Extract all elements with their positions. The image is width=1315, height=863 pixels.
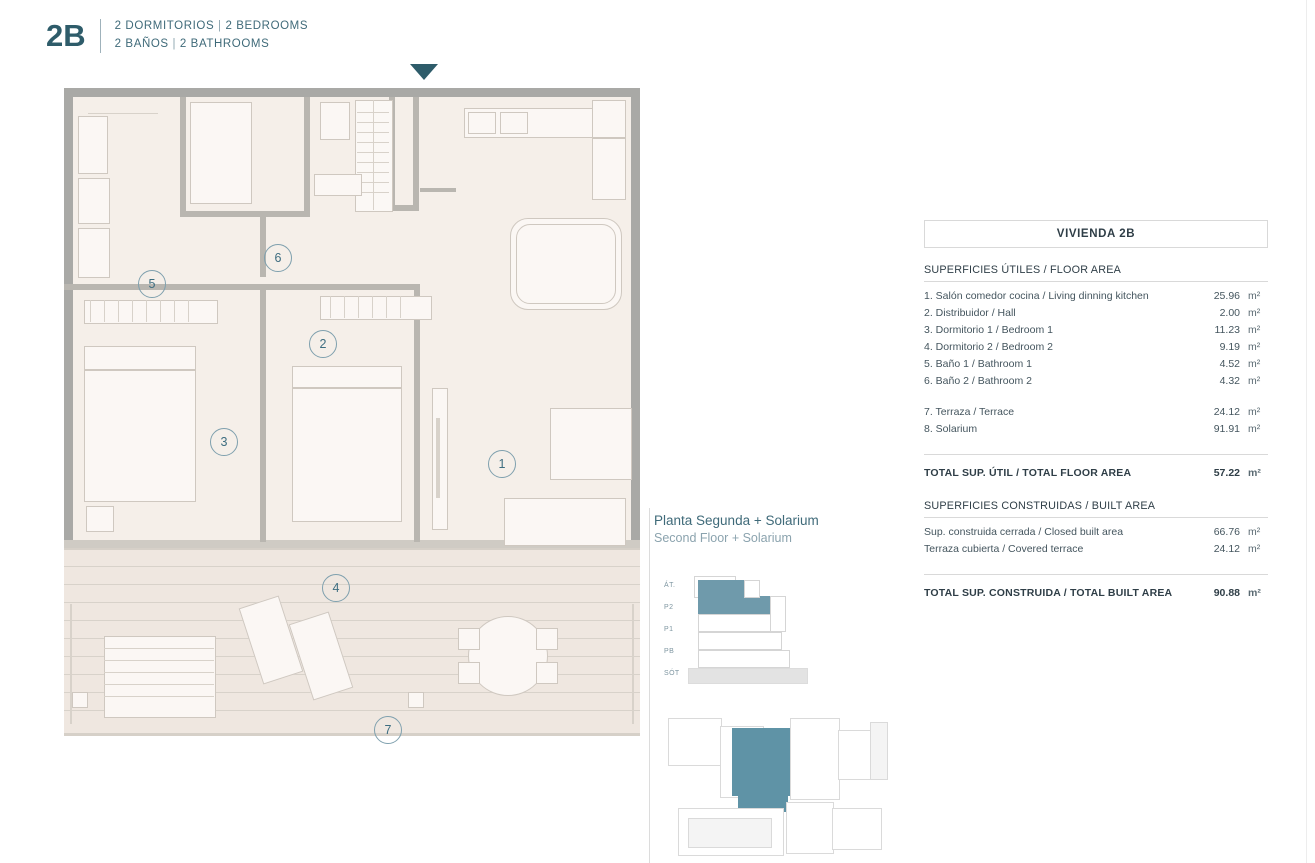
row-unit: m² — [1248, 526, 1261, 538]
bathrooms-en: 2 BATHROOMS — [179, 37, 270, 50]
wardrobe-door — [372, 296, 373, 318]
washbasin — [78, 228, 110, 278]
total-floor-area-row — [924, 454, 1268, 482]
wardrobe-door — [90, 300, 91, 322]
tv-unit — [550, 408, 632, 480]
row-spacer — [924, 558, 1268, 566]
elevation-level-sot: SÓT — [664, 670, 680, 677]
railing-left — [70, 604, 72, 724]
wall-left — [64, 88, 73, 548]
bathrooms-es: 2 BAÑOS — [114, 37, 169, 50]
stair-rail — [373, 100, 374, 210]
site-highlight — [732, 728, 792, 796]
partition — [260, 284, 266, 542]
bed-2 — [292, 388, 402, 522]
headboard-2 — [292, 366, 402, 388]
wardrobe-door — [174, 300, 175, 322]
row-value: 24.12 — [1213, 543, 1240, 555]
site-block — [870, 722, 888, 780]
built-area-section — [924, 500, 1268, 602]
room-marker-5: 5 — [138, 270, 166, 298]
wardrobe-door — [344, 296, 345, 318]
outdoor-chair — [536, 628, 558, 650]
elevation-block — [770, 596, 786, 632]
elevation-highlight-at — [698, 580, 746, 596]
partition — [180, 97, 186, 217]
partition — [413, 97, 419, 211]
site-block — [790, 718, 840, 800]
table-row — [924, 404, 1268, 421]
site-block — [786, 802, 834, 854]
sofa-cushions — [516, 224, 616, 304]
railing-right — [632, 604, 634, 724]
outdoor-chair — [458, 628, 480, 650]
row-value: 9.19 — [1219, 341, 1240, 353]
wardrobe-door — [188, 300, 189, 322]
room-marker-1: 1 — [488, 450, 516, 478]
page-edge-rule — [1306, 0, 1307, 863]
sheet-header — [46, 18, 308, 54]
wardrobe-tall — [432, 388, 448, 530]
row-unit: m² — [1248, 307, 1261, 319]
section-heading-floor-area: SUPERFICIES ÚTILES / FLOOR AREA — [924, 264, 1268, 282]
wardrobe-door — [330, 296, 331, 318]
bath-line — [88, 113, 158, 114]
kitchen-sink — [468, 112, 496, 134]
row-label: 8. Solarium — [924, 423, 978, 435]
stair-step — [104, 660, 214, 661]
elevation-block — [744, 580, 760, 598]
table-title: VIVIENDA 2B — [924, 220, 1268, 248]
nightstand-1 — [86, 506, 114, 532]
bedrooms-line — [115, 18, 308, 36]
row-unit: m² — [1248, 423, 1261, 435]
shower — [78, 116, 108, 174]
row-label: TOTAL SUP. CONSTRUIDA / TOTAL BUILT AREA — [924, 587, 1173, 599]
wardrobe-door — [132, 300, 133, 322]
row-spacer — [924, 438, 1268, 446]
bed-1 — [84, 370, 196, 502]
row-label: 3. Dormitorio 1 / Bedroom 1 — [924, 324, 1053, 336]
floor-area-section — [924, 264, 1268, 482]
bathrooms-line — [115, 36, 308, 54]
elevation-highlight-p2 — [698, 596, 772, 614]
header-divider — [100, 19, 101, 53]
bedrooms-en: 2 BEDROOMS — [225, 20, 309, 32]
row-spacer — [924, 390, 1268, 404]
room-marker-6: 6 — [264, 244, 292, 272]
site-block — [668, 718, 722, 766]
row-label: TOTAL SUP. ÚTIL / TOTAL FLOOR AREA — [924, 467, 1132, 479]
row-label: 4. Dormitorio 2 / Bedroom 2 — [924, 341, 1053, 353]
elevation-base — [688, 668, 808, 684]
total-built-area-row — [924, 574, 1268, 602]
headboard-1 — [84, 346, 196, 370]
table-row — [924, 339, 1268, 356]
elevation-block — [698, 632, 782, 650]
room-marker-7: 7 — [374, 716, 402, 744]
row-unit: m² — [1248, 406, 1261, 418]
table-row — [924, 288, 1268, 305]
wardrobe-door — [146, 300, 147, 322]
row-value: 24.12 — [1213, 406, 1240, 418]
row-label: Terraza cubierta / Covered terrace — [924, 543, 1084, 555]
row-value: 91.91 — [1213, 423, 1240, 435]
north-entrance-marker — [410, 64, 438, 80]
elevation-level-p2: P2 — [664, 604, 674, 611]
table-row — [924, 524, 1268, 541]
building-elevation-key — [664, 556, 889, 696]
row-unit: m² — [1248, 375, 1261, 387]
outdoor-chair — [458, 662, 480, 684]
wardrobe-door — [400, 296, 401, 318]
room-marker-4: 4 — [322, 574, 350, 602]
table-row — [924, 356, 1268, 373]
elevation-level-pb: PB — [664, 648, 675, 655]
unit-code: 2B — [46, 18, 86, 54]
toilet-2 — [320, 102, 350, 140]
deck-line — [64, 602, 640, 603]
terrace-drain — [72, 692, 88, 708]
row-unit: m² — [1248, 467, 1261, 479]
terrace-edge-top — [64, 548, 640, 550]
elevation-level-at: ÁT. — [664, 582, 676, 589]
wardrobe-2 — [320, 296, 432, 320]
deck-line — [64, 584, 640, 585]
wardrobe-door — [386, 296, 387, 318]
kitchen-hob — [500, 112, 528, 134]
table-row — [924, 322, 1268, 339]
plan-caption — [654, 512, 819, 547]
row-label: 2. Distribuidor / Hall — [924, 307, 1016, 319]
site-pool — [688, 818, 772, 848]
row-value: 90.88 — [1213, 587, 1240, 599]
partition — [260, 284, 420, 290]
row-unit: m² — [1248, 358, 1261, 370]
column-divider — [649, 508, 650, 863]
stair-step — [104, 684, 214, 685]
wardrobe-door — [358, 296, 359, 318]
stair-partition — [420, 188, 456, 192]
stair-step — [104, 696, 214, 697]
section-heading-built-area: SUPERFICIES CONSTRUIDAS / BUILT AREA — [924, 500, 1268, 518]
table-row — [924, 421, 1268, 438]
plan-caption-en: Second Floor + Solarium — [654, 531, 792, 546]
partition — [304, 97, 310, 217]
row-value: 57.22 — [1213, 467, 1240, 479]
wardrobe-door — [118, 300, 119, 322]
wall-top — [64, 88, 640, 97]
table-row — [924, 305, 1268, 322]
terrace-edge-bottom — [64, 733, 640, 736]
elevation-block — [698, 650, 790, 668]
row-value: 2.00 — [1219, 307, 1240, 319]
row-value: 4.32 — [1219, 375, 1240, 387]
site-plan-key — [664, 712, 892, 857]
row-label: 5. Baño 1 / Bathroom 1 — [924, 358, 1032, 370]
partition — [260, 217, 266, 277]
washbasin-2 — [314, 174, 362, 196]
row-unit: m² — [1248, 341, 1261, 353]
row-label: 7. Terraza / Terrace — [924, 406, 1015, 418]
row-value: 11.23 — [1214, 324, 1240, 336]
outdoor-chair — [536, 662, 558, 684]
unit-summary — [115, 18, 308, 54]
row-label: 1. Salón comedor cocina / Living dinning kitchen — [924, 290, 1149, 302]
table-row — [924, 373, 1268, 390]
row-value: 4.52 — [1219, 358, 1240, 370]
row-unit: m² — [1248, 324, 1261, 336]
elevation-level-p1: P1 — [664, 626, 674, 633]
table-row — [924, 541, 1268, 558]
room-marker-2: 2 — [309, 330, 337, 358]
shower-2 — [190, 102, 252, 204]
row-value: 25.96 — [1213, 290, 1240, 302]
site-block — [832, 808, 882, 850]
row-unit: m² — [1248, 543, 1261, 555]
stair-step — [104, 648, 214, 649]
fridge — [592, 138, 626, 200]
wall-right — [631, 88, 640, 548]
row-unit: m² — [1248, 290, 1261, 302]
room-marker-3: 3 — [210, 428, 238, 456]
plan-caption-es: Planta Segunda + Solarium — [654, 513, 819, 528]
dining-table — [504, 498, 626, 546]
row-value: 66.76 — [1213, 526, 1240, 538]
row-unit: m² — [1248, 587, 1261, 599]
wardrobe-door — [160, 300, 161, 322]
floor-plan-drawing — [64, 88, 640, 736]
wardrobe-door — [104, 300, 105, 322]
kitchen-cabinet — [592, 100, 626, 138]
partition — [180, 211, 310, 217]
row-label: Sup. construida cerrada / Closed built area — [924, 526, 1124, 538]
stair-step — [104, 672, 214, 673]
deck-line — [64, 620, 640, 621]
terrace-drain-2 — [408, 692, 424, 708]
areas-table — [924, 220, 1268, 620]
deck-line — [64, 566, 640, 567]
header-sep-2: | — [172, 37, 177, 50]
row-label: 6. Baño 2 / Bathroom 2 — [924, 375, 1032, 387]
header-sep-1: | — [218, 20, 222, 32]
toilet — [78, 178, 110, 224]
bedrooms-es: 2 DORMITORIOS — [114, 20, 215, 32]
door-handle — [436, 418, 440, 498]
partition — [414, 284, 420, 542]
